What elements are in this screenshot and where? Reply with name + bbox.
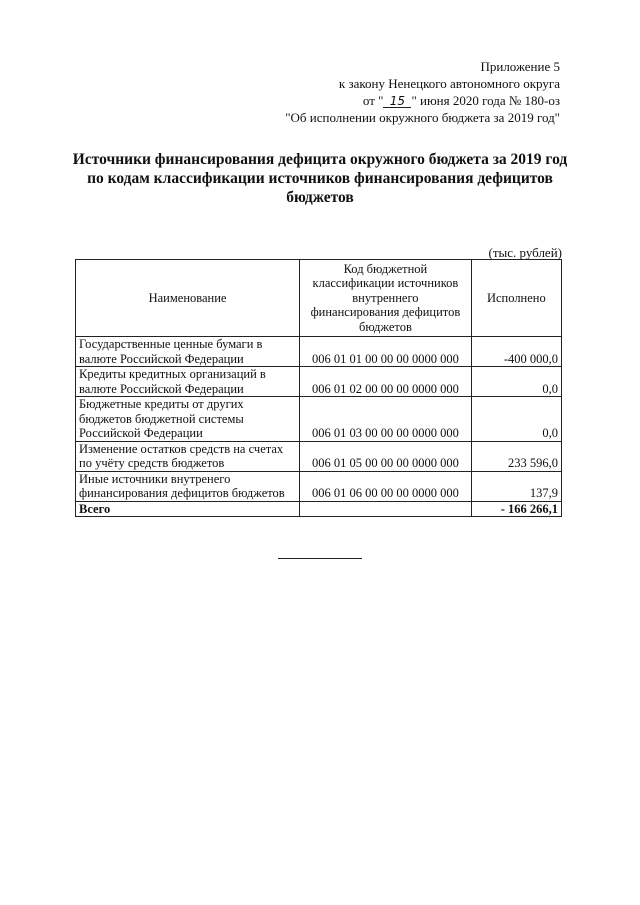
row-name-line: валюте Российской Федерации [79, 381, 244, 396]
table-row [76, 397, 562, 442]
header-code-line: внутреннего [352, 290, 419, 305]
row-name-line: Иные источники внутренего [79, 471, 231, 486]
header-code-line: Код бюджетной [343, 261, 428, 276]
row-name-line: финансирования дефицитов бюджетов [79, 486, 285, 500]
row-value: 233 596,0 [471, 441, 561, 471]
sources-table [75, 259, 562, 517]
row-code: 006 01 01 00 00 00 0000 000 [300, 337, 472, 367]
total-code [300, 501, 472, 517]
closing-rule [278, 558, 362, 559]
title-line-2: по кодам классификации источников финансирования дефицитов [87, 170, 553, 187]
appendix-law-title: "Об исполнении окружного бюджета за 2019 год" [285, 110, 560, 125]
row-name-line: Бюджетные кредиты от других [79, 397, 244, 411]
row-name-line: Российской Федерации [79, 426, 203, 440]
row-name-line: Изменение остатков средств на счетах [79, 441, 284, 456]
header-value: Исполнено [471, 260, 561, 337]
header-code-line: бюджетов [358, 319, 412, 334]
row-value: -400 000,0 [471, 337, 561, 367]
table-row [76, 471, 562, 501]
handwritten-day: 15 [383, 95, 411, 108]
appendix-number: Приложение 5 [480, 59, 560, 74]
units-label: (тыс. рублей) [488, 245, 562, 260]
row-name-line: валюте Российской Федерации [79, 351, 244, 366]
row-name-line: бюджетов бюджетной системы [79, 411, 244, 426]
date-suffix: " июня 2020 года № 180-оз [411, 93, 560, 108]
appendix-block [285, 58, 560, 126]
row-code: 006 01 02 00 00 00 0000 000 [300, 367, 472, 397]
header-code-line: финансирования дефицитов [310, 305, 461, 320]
row-name [76, 441, 300, 471]
title-line-1: Источники финансирования дефицита окружного бюджета за 2019 год [72, 151, 568, 168]
total-row [76, 501, 562, 517]
row-name [76, 397, 300, 442]
row-code: 006 01 03 00 00 00 0000 000 [300, 397, 472, 442]
row-value: 137,9 [471, 471, 561, 501]
row-value: 0,0 [471, 367, 561, 397]
appendix-date [285, 92, 560, 109]
row-name [76, 367, 300, 397]
appendix-law: к закону Ненецкого автономного округа [338, 76, 560, 91]
total-value: - 166 266,1 [471, 501, 561, 517]
table-header-row [76, 260, 562, 337]
row-value: 0,0 [471, 397, 561, 442]
row-name-line: по учёту средств бюджетов [79, 456, 225, 470]
row-name [76, 471, 300, 501]
row-code: 006 01 05 00 00 00 0000 000 [300, 441, 472, 471]
row-name [76, 337, 300, 367]
header-name: Наименование [76, 260, 300, 337]
row-code: 006 01 06 00 00 00 0000 000 [300, 471, 472, 501]
header-code-line: классификации источников [312, 276, 459, 291]
title-line-3: бюджетов [286, 189, 354, 206]
table-row [76, 367, 562, 397]
row-name-line: Кредиты кредитных организаций в [79, 367, 266, 381]
header-code [300, 260, 472, 337]
table-row [76, 337, 562, 367]
document-title [60, 150, 580, 207]
total-label: Всего [76, 501, 300, 517]
row-name-line: Государственные ценные бумаги в [79, 337, 263, 351]
date-prefix: от " [362, 93, 384, 108]
table-row [76, 441, 562, 471]
